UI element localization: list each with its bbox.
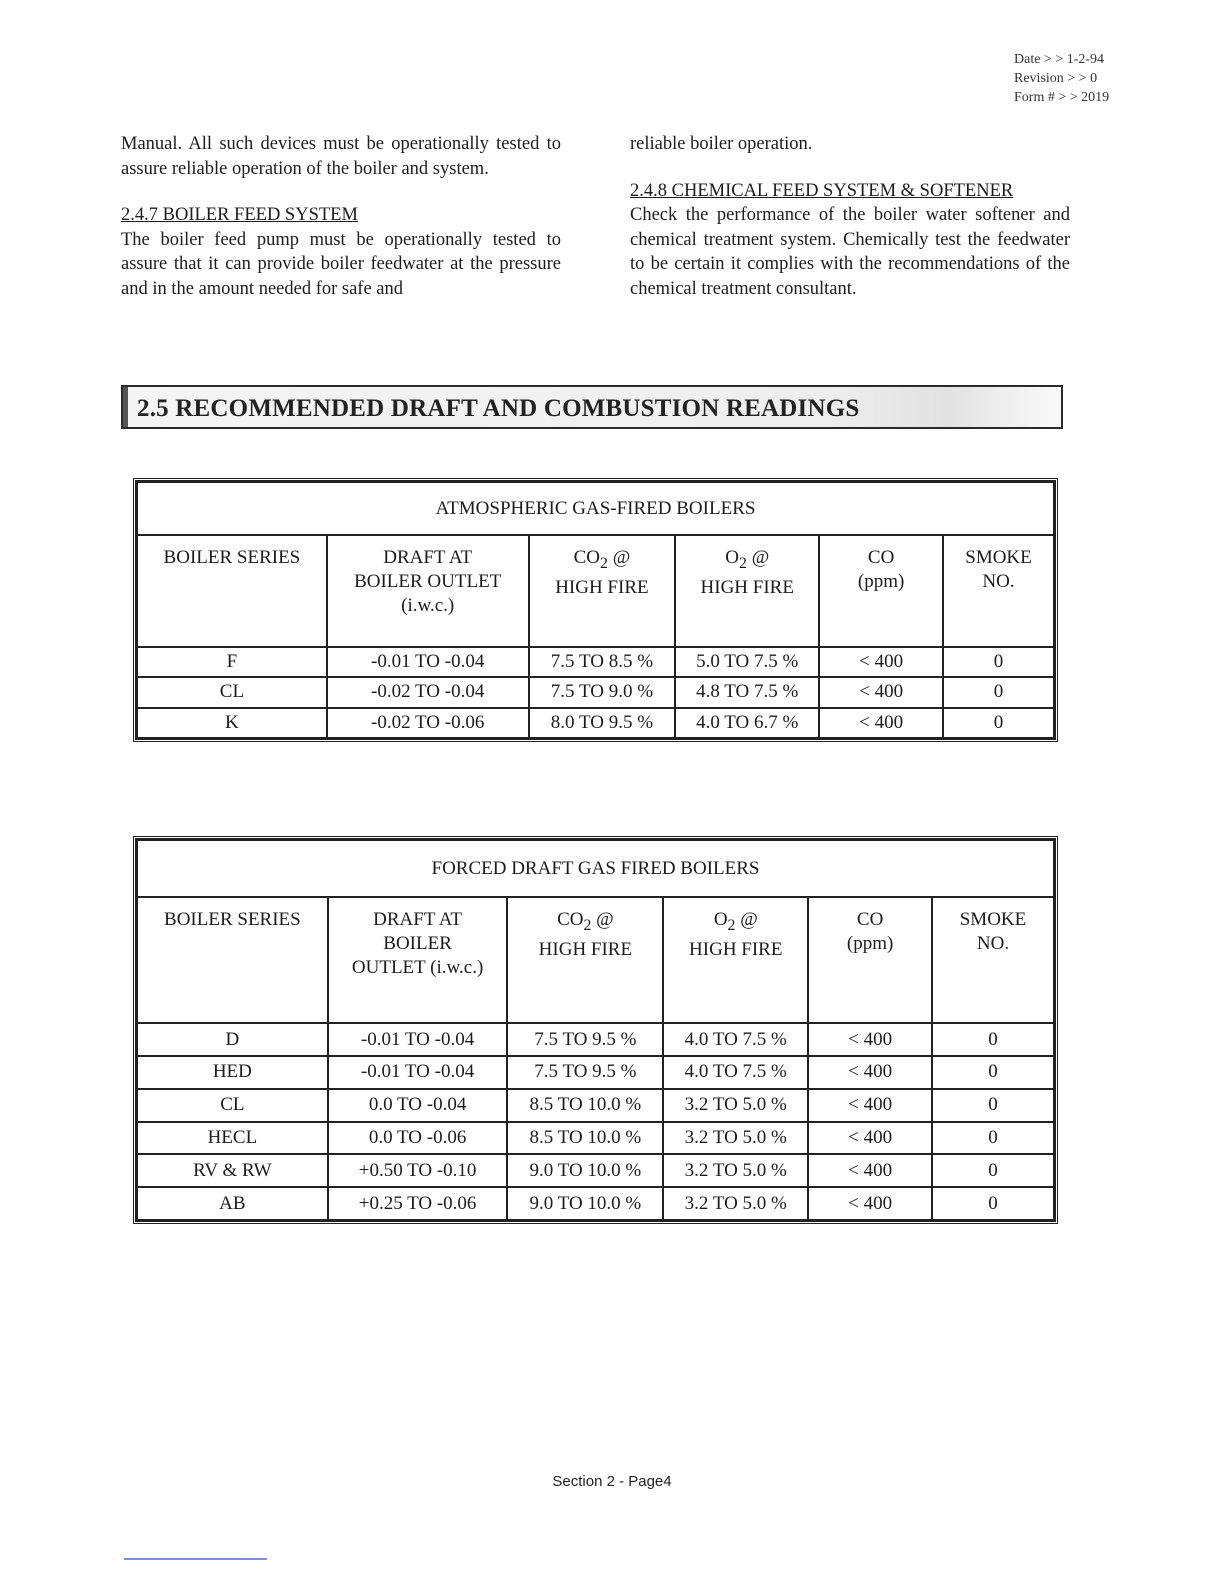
cell-smoke: 0 xyxy=(932,1056,1054,1089)
cell-co: < 400 xyxy=(808,1023,932,1056)
cell-draft: +0.50 TO -0.10 xyxy=(328,1154,508,1187)
cell-co2: 9.0 TO 10.0 % xyxy=(507,1154,663,1187)
col-header-o2: $O_2$ @ HIGH FIRE xyxy=(663,897,808,1023)
banner-strip xyxy=(123,387,128,427)
cell-draft: -0.01 TO -0.04 xyxy=(328,1023,508,1056)
cell-smoke: 0 xyxy=(932,1089,1054,1122)
table-row xyxy=(137,677,1054,707)
cell-o2: 4.0 TO 6.7 % xyxy=(675,708,819,738)
cell-series: CL xyxy=(137,677,327,707)
section-25-title: 2.5 RECOMMENDED DRAFT AND COMBUSTION READINGS xyxy=(137,395,860,422)
cell-co2: 8.5 TO 10.0 % xyxy=(507,1122,663,1155)
cell-co2: 7.5 TO 8.5 % xyxy=(529,647,676,677)
table-row xyxy=(137,1089,1054,1122)
cell-co: < 400 xyxy=(808,1154,932,1187)
col-header-series: BOILER SERIES xyxy=(137,535,327,647)
cell-draft: 0.0 TO -0.06 xyxy=(328,1122,508,1155)
cell-draft: -0.02 TO -0.06 xyxy=(327,708,529,738)
cell-co: < 400 xyxy=(819,647,943,677)
col-header-smoke: SMOKE NO. xyxy=(932,897,1054,1023)
atmospheric-table-body xyxy=(137,647,1054,738)
forced-draft-table xyxy=(133,836,1058,1224)
col-header-draft: DRAFT AT BOILER OUTLET (i.w.c.) xyxy=(327,535,529,647)
cell-o2: 3.2 TO 5.0 % xyxy=(663,1187,808,1220)
cell-o2: 5.0 TO 7.5 % xyxy=(675,647,819,677)
cell-o2: 4.0 TO 7.5 % xyxy=(663,1023,808,1056)
cell-co: < 400 xyxy=(808,1056,932,1089)
cell-series: F xyxy=(137,647,327,677)
form-line: Form # > > 2019 xyxy=(1014,90,1110,105)
section-247-text: The boiler feed pump must be operationally tested to assure that it can provide boiler feedwater at the pressure and in the amount needed for safe and xyxy=(121,229,561,299)
cell-co: < 400 xyxy=(819,677,943,707)
forced-table-title: FORCED DRAFT GAS FIRED BOILERS xyxy=(137,840,1054,897)
cell-smoke: 0 xyxy=(932,1122,1054,1155)
cell-series: CL xyxy=(137,1089,328,1122)
cell-series: RV & RW xyxy=(137,1154,328,1187)
cell-o2: 4.0 TO 7.5 % xyxy=(663,1056,808,1089)
section-247-title: 2.4.7 BOILER FEED SYSTEM xyxy=(121,205,358,225)
scan-edge-line xyxy=(124,1558,267,1560)
table-row xyxy=(137,1056,1054,1089)
left-intro-text: Manual. All such devices must be operationally tested to assure reliable operation of the boiler and system. xyxy=(121,134,561,179)
cell-co2: 9.0 TO 10.0 % xyxy=(507,1187,663,1220)
cell-series: D xyxy=(137,1023,328,1056)
left-column xyxy=(121,132,561,301)
table-row xyxy=(137,708,1054,738)
table-row xyxy=(137,647,1054,677)
cell-co2: 7.5 TO 9.0 % xyxy=(529,677,676,707)
cell-smoke: 0 xyxy=(943,677,1054,707)
cell-co2: 7.5 TO 9.5 % xyxy=(507,1023,663,1056)
col-header-smoke: SMOKE NO. xyxy=(943,535,1054,647)
revision-line: Revision > > 0 xyxy=(1014,71,1098,86)
cell-o2: 4.8 TO 7.5 % xyxy=(675,677,819,707)
forced-table-body xyxy=(137,1023,1054,1220)
cell-series: HECL xyxy=(137,1122,328,1155)
cell-co: < 400 xyxy=(808,1122,932,1155)
col-header-co: CO (ppm) xyxy=(819,535,943,647)
cell-co2: 8.5 TO 10.0 % xyxy=(507,1089,663,1122)
col-header-co: CO (ppm) xyxy=(808,897,932,1023)
cell-series: AB xyxy=(137,1187,328,1220)
right-column xyxy=(630,132,1070,301)
cell-co2: 7.5 TO 9.5 % xyxy=(507,1056,663,1089)
document-header xyxy=(1014,50,1204,107)
table-row xyxy=(137,1154,1054,1187)
cell-draft: 0.0 TO -0.04 xyxy=(328,1089,508,1122)
cell-smoke: 0 xyxy=(932,1154,1054,1187)
cell-co: < 400 xyxy=(819,708,943,738)
cell-draft: -0.01 TO -0.04 xyxy=(327,647,529,677)
page-footer: Section 2 - Page4 xyxy=(552,1473,672,1490)
cell-draft: -0.02 TO -0.04 xyxy=(327,677,529,707)
cell-smoke: 0 xyxy=(943,708,1054,738)
cell-smoke: 0 xyxy=(932,1023,1054,1056)
col-header-o2: $O_2$ @ HIGH FIRE xyxy=(675,535,819,647)
cell-draft: -0.01 TO -0.04 xyxy=(328,1056,508,1089)
cell-series: K xyxy=(137,708,327,738)
cell-o2: 3.2 TO 5.0 % xyxy=(663,1154,808,1187)
section-248-text: Check the performance of the boiler water softener and chemical treatment system. Chemically test the feedwater to be certain it complies with the recommendations of the chemical treatment consultant. xyxy=(630,205,1070,299)
col-header-series: BOILER SERIES xyxy=(137,897,328,1023)
cell-co: < 400 xyxy=(808,1089,932,1122)
cell-smoke: 0 xyxy=(932,1187,1054,1220)
date-line: Date > > 1-2-94 xyxy=(1014,52,1105,67)
right-intro-text: reliable boiler operation. xyxy=(630,134,813,154)
atmospheric-table-title: ATMOSPHERIC GAS-FIRED BOILERS xyxy=(137,482,1054,535)
cell-series: HED xyxy=(137,1056,328,1089)
cell-o2: 3.2 TO 5.0 % xyxy=(663,1122,808,1155)
cell-co: < 400 xyxy=(808,1187,932,1220)
section-25-banner xyxy=(121,385,1063,429)
table-row xyxy=(137,1122,1054,1155)
cell-draft: +0.25 TO -0.06 xyxy=(328,1187,508,1220)
section-248-title: 2.4.8 CHEMICAL FEED SYSTEM & SOFTENER xyxy=(630,180,1014,201)
atmospheric-table xyxy=(133,478,1058,742)
table-row xyxy=(137,1187,1054,1220)
table-row xyxy=(137,1023,1054,1056)
col-header-co2: $CO_2$ @ HIGH FIRE xyxy=(529,535,676,647)
col-header-co2: $CO_2$ @ HIGH FIRE xyxy=(507,897,663,1023)
cell-smoke: 0 xyxy=(943,647,1054,677)
col-header-draft: DRAFT AT BOILER OUTLET (i.w.c.) xyxy=(328,897,508,1023)
cell-o2: 3.2 TO 5.0 % xyxy=(663,1089,808,1122)
cell-co2: 8.0 TO 9.5 % xyxy=(529,708,676,738)
